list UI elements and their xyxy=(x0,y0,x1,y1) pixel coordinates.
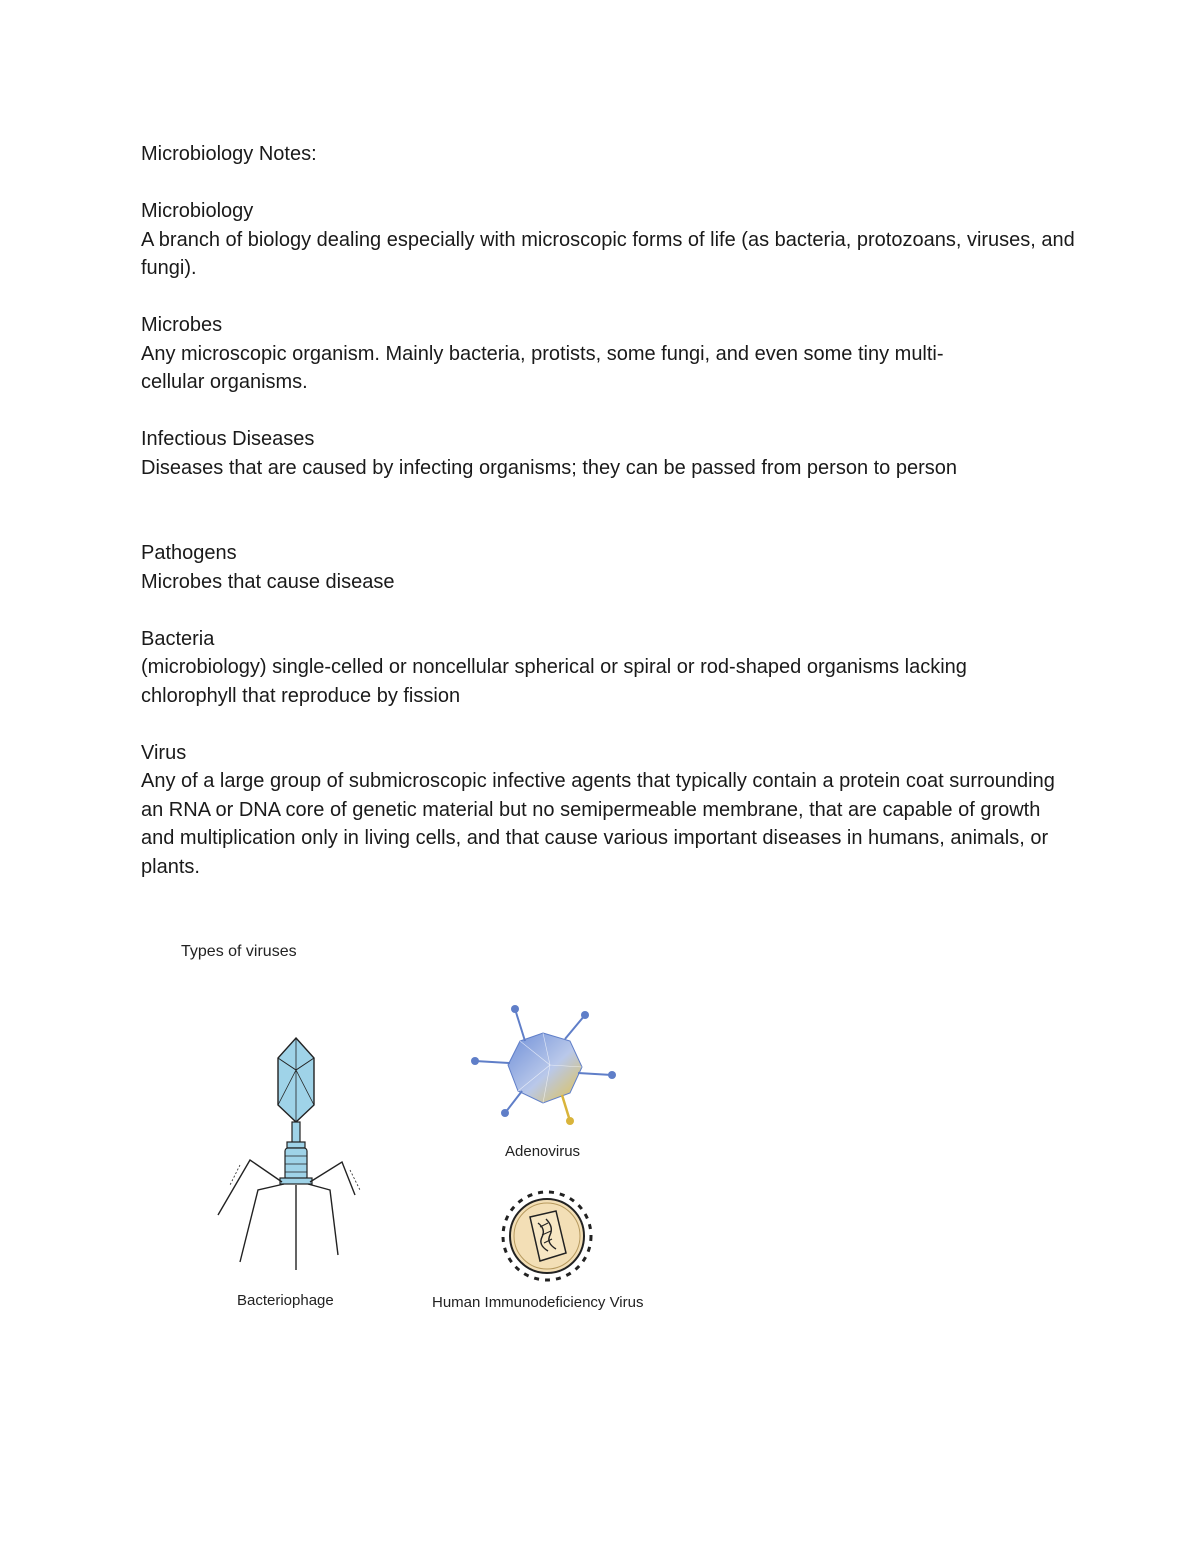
term: Infectious Diseases xyxy=(141,428,315,450)
definition: (microbiology) single-celled or noncellular spherical or spiral or rod-shaped organisms lacking chlorophyll that reproduce by fission xyxy=(141,656,967,707)
bacteriophage-label: Bacteriophage xyxy=(237,1292,334,1309)
document-title: Microbiology Notes: xyxy=(141,143,317,165)
bacteriophage-illustration xyxy=(210,1030,370,1280)
document-body xyxy=(141,140,1081,910)
term: Microbes xyxy=(141,314,223,336)
entry-bacteria xyxy=(141,625,1081,711)
term: Pathogens xyxy=(141,542,237,564)
definition: Any of a large group of submicroscopic infective agents that typically contain a protein coat surrounding an RNA or DNA core of genetic material but no semipermeable membrane, that are capable of growth and multiplication only in living cells, and that cause various important diseases in humans, animals, or plants. xyxy=(141,770,1055,878)
definition: Microbes that cause disease xyxy=(141,570,395,593)
definition: A branch of biology dealing especially with microscopic forms of life (as bacteria, protozoans, viruses, and fungi). xyxy=(141,228,1075,279)
entry-microbiology xyxy=(141,197,1081,283)
definition: Any microscopic organism. Mainly bacteria, protists, some fungi, and even some tiny multi-cellular organisms. xyxy=(141,342,944,393)
entry-microbes xyxy=(141,311,1081,397)
hiv-illustration xyxy=(494,1183,600,1289)
entry-infectious-diseases xyxy=(141,425,1081,482)
term: Bacteria xyxy=(141,627,215,650)
definition: Diseases that are caused by infecting organisms; they can be passed from person to person xyxy=(141,456,958,479)
entry-pathogens xyxy=(141,539,1081,596)
term: Virus xyxy=(141,741,187,764)
entry-virus xyxy=(141,739,1081,882)
adenovirus-illustration xyxy=(470,1003,620,1133)
term: Microbiology xyxy=(141,200,254,222)
figure-title: Types of viruses xyxy=(181,943,297,960)
adenovirus-label: Adenovirus xyxy=(505,1143,581,1160)
hiv-label: Human Immunodeficiency Virus xyxy=(432,1294,644,1311)
virus-types-figure xyxy=(170,935,690,1325)
